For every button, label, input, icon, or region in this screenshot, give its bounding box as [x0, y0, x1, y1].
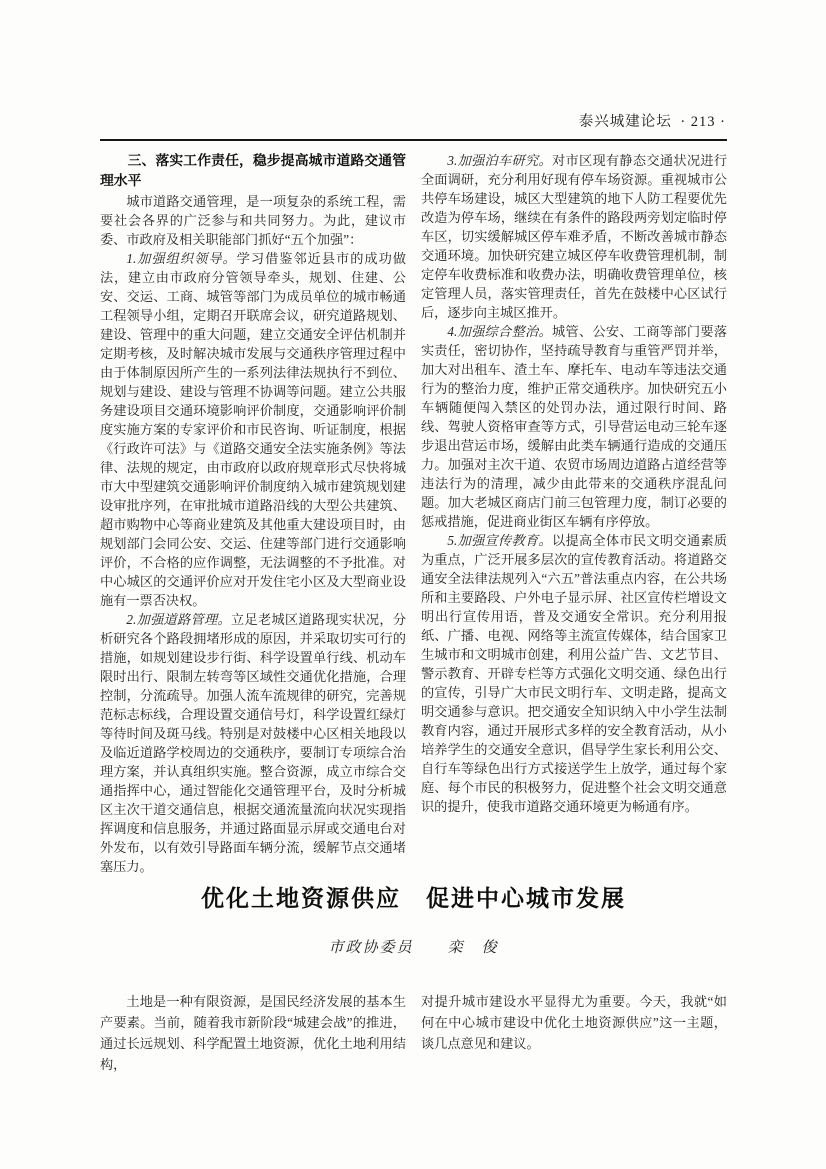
article2-left-text: 土地是一种有限资源，是国民经济发展的基本生产要素。当前，随着我市新阶段“城建会战”的推进，通过长远规划、科学配置土地资源，优化土地利用结构， — [100, 994, 406, 1072]
intro-paragraph — [100, 192, 406, 249]
item-2-label: 2.加强道路管理。 — [126, 612, 231, 627]
item-1-label: 1.加强组织领导。 — [126, 251, 237, 266]
article2-left-column — [100, 991, 406, 1075]
article1-body — [100, 151, 727, 876]
paragraph-item-3 — [421, 151, 727, 322]
item-4-label: 4.加强综合整治。 — [447, 324, 552, 339]
paragraph-item-5 — [421, 531, 727, 816]
article2-opening-paragraph — [100, 991, 406, 1075]
journal-title: 泰兴城建论坛 — [578, 114, 672, 130]
paragraph-item-4 — [421, 322, 727, 531]
article2-body — [100, 991, 727, 1075]
item-1-text: 学习借鉴邻近县市的成功做法，建立由市政府分管领导牵头，规划、住建、公安、交运、工商、城管等部门为成员单位的城市畅通工程领导小组，定期召开联席会议，研究道路规划、建设、管理中的重大问题，建立交通安全评估机制并定期考核，及时解决城市发展与交通秩序管理过程中由于体制原因所产生的一系列法律法规执行不到位、规划与建设、建设与管理不协调等问题。建立公共服务建设项目交通环境影响评价制度，交通影响评价制度实施方案的专家评价和市民咨询、听证制度，根据《行政许可法》与《道路交通安全法实施条例》等法律、法规的规定，由市政府以政府规章形式尽快将城市大中型建筑交通影响评价制度纳入城市建筑规划建设审批序列，在审批城市道路沿线的大型公共建筑、超市购物中心等商业建筑及其他重大建设项目时，由规划部门会同公安、交运、住建等部门进行交通影响评价，不合格的应作调整，无法调整的不予批准。对中心城区的交通评价应对开发住宅小区及大型商业设施有一票否决权。 — [100, 251, 407, 608]
item-4-text: 城管、公安、工商等部门要落实责任，密切协作，坚持疏导教育与重管严罚并举，加大对出租车、渣土车、摩托车、电动车等违法交通行为的整治力度，维护正常交通秩序。加快研究五小车辆随便闯入禁区的处罚办法，通过限行时间、路线、驾驶人资格审查等方式，引导营运电动三轮车逐步退出营运市场，缓解由此类车辆通行造成的交通压力。加强对主次干道、农贸市场周边道路占道经营等违法行为的清理，减少由此带来的交通秩序混乱问题。加大老城区商店门前三包管理力度，制订必要的惩戒措施，促进商业街区车辆有序停放。 — [421, 324, 728, 529]
article2-byline: 市政协委员 栾 俊 — [328, 940, 499, 956]
article2-title: 优化土地资源供应 促进中心城市发展 — [201, 885, 626, 911]
item-3-label: 3.加强泊车研究。 — [447, 153, 552, 168]
paragraph-item-1 — [100, 249, 406, 610]
article1-left-column — [100, 151, 406, 876]
intro-text: 城市道路交通管理，是一项复杂的系统工程，需要社会各界的广泛参与和共同努力。为此，建议市委、市政府及相关职能部门抓好“五个加强”： — [100, 194, 406, 247]
paragraph-item-2 — [100, 610, 406, 876]
running-head — [579, 110, 726, 131]
item-2-text: 立足老城区道路现实状况，分析研究各个路段拥堵形成的原因，并采取切实可行的措施，如规划建设步行街、科学设置单行线、机动车限时出行、限制左转弯等区域性交通优化措施，合理控制，分流疏导。加强人流车流规律的研究，完善规范标志标线，合理设置交通信号灯，科学设置红绿灯等待时间及斑马线。特别是对鼓楼中心区相关地段以及临近道路学校周边的交通秩序，要制订专项综合治理方案，并认真组织实施。整合资源，成立市综合交通指挥中心，通过智能化交通管理平台，及时分析城区主次干道交通信息，根据交通流量流向状况实现指挥调度和信息服务，并通过路面显示屏或交通电台对外发布，以有效引导路面车辆分流，缓解节点交通堵塞压力。 — [100, 612, 407, 874]
item-5-label: 5.加强宣传教育。 — [447, 533, 552, 548]
header-rule — [100, 139, 727, 141]
item-3-text: 对市区现有静态交通状况进行全面调研，充分利用好现有停车场资源。重视城市公共停车场建设，城区大型建筑的地下人防工程要优先改造为停车场，继续在有条件的路段两旁划定临时停车区，切实缓解城区停车难矛盾，不断改善城市静态交通环境。加快研究建立城区停车收费管理机制，制定停车收费标准和收费办法，明确收费管理单位，核定管理人员，落实管理责任，首先在鼓楼中心区试行后，逐步向主城区推开。 — [421, 153, 728, 320]
article2-continuation-paragraph — [421, 991, 727, 1054]
page-number: · 213 · — [680, 114, 726, 130]
item-5-text: 以提高全体市民文明交通素质为重点，广泛开展多层次的宣传教育活动。将道路交通安全法律法规列入“六五”普法重点内容，在公共场所和主要路段、户外电子显示屏、社区宣传栏增设文明出行宣传用语，普及交通安全常识。充分利用报纸、广播、电视、网络等主流宣传媒体，结合国家卫生城市和文明城市创建，利用公益广告、文艺节目、警示教育、开辟专栏等方式强化文明交通、绿色出行的宣传，引导广大市民文明行车、文明走路，提高文明交通参与意识。把交通安全知识纳入中小学生法制教育内容，通过开展形式多样的安全教育活动，从小培养学生的交通安全意识，倡导学生家长利用公交、自行车等绿色出行方式接送学生上放学，通过每个家庭、每个市民的积极努力，促进整个社会文明交通意识的提升，使我市道路交通环境更为畅通有序。 — [421, 533, 728, 814]
section-heading: 三、落实工作责任，稳步提高城市道路交通管理水平 — [100, 153, 406, 188]
article2-right-column — [421, 991, 727, 1075]
article2-right-text: 对提升城市建设水平显得尤为重要。今天，我就“如何在中心城市建设中优化土地资源供应”这一主题，谈几点意见和建议。 — [421, 994, 727, 1051]
article1-right-column — [421, 151, 727, 876]
